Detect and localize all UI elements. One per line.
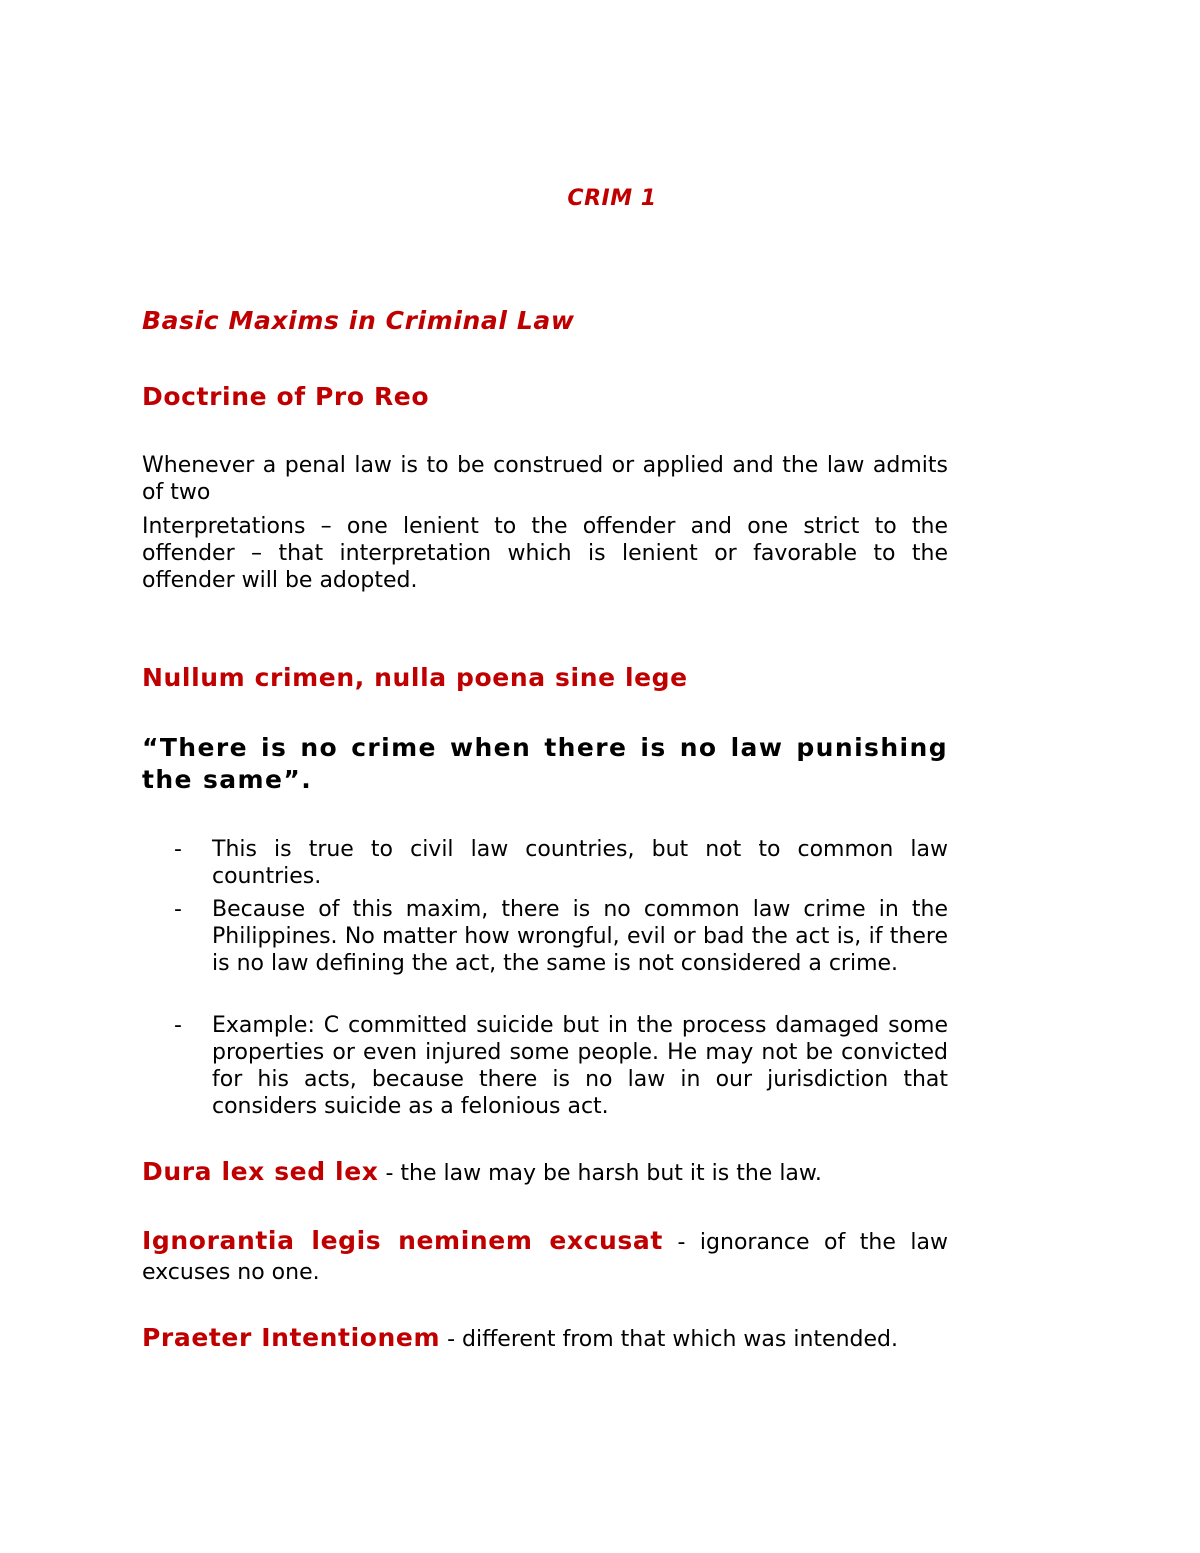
pro-reo-paragraph-2: Interpretations – one lenient to the offender and one strict to the offender – that interpretation which is lenient or favorable to the offender will be adopted. [142,514,948,593]
maxim-definition [142,1323,948,1355]
nullum-crimen-quote: “There is no crime when there is no law punishing the same”. [142,733,948,794]
bullet-item: Example: C committed suicide but in the process damaged some properties or even injured some people. He may not be convicted for his acts, because there is no law in our jurisdiction that considers suicide as a felonious act. [212,1013,948,1119]
maxim-definition [142,1157,948,1189]
bullet-dash: - [174,897,182,922]
bullet-item: Because of this maxim, there is no common law crime in the Philippines. No matter how wrongful, evil or bad the act is, if there is no law defining the act, the same is not considered a crime. [212,897,948,976]
maxim-meaning: - ignorance of the law excuses no one. [142,1230,948,1285]
maxim-meaning: - the law may be harsh but it is the law. [378,1161,822,1186]
maxim-term: Dura lex sed lex [142,1157,379,1186]
pro-reo-paragraph-1: Whenever a penal law is to be construed or applied and the law admits of two [142,453,948,505]
pro-reo-heading: Doctrine of Pro Reo [142,382,430,411]
maxim-term: Praeter Intentionem [142,1323,441,1352]
nullum-crimen-heading: Nullum crimen, nulla poena sine lege [142,663,688,692]
maxim-definition [142,1226,948,1288]
document-title: CRIM 1 [567,186,657,211]
bullet-dash: - [174,837,182,862]
bullet-item: This is true to civil law countries, but not to common law countries. [212,837,948,889]
bullet-dash: - [174,1013,182,1038]
section-title: Basic Maxims in Criminal Law [142,306,575,335]
maxim-meaning: - different from that which was intended. [440,1327,898,1352]
maxim-term: Ignorantia legis neminem excusat [142,1226,663,1255]
